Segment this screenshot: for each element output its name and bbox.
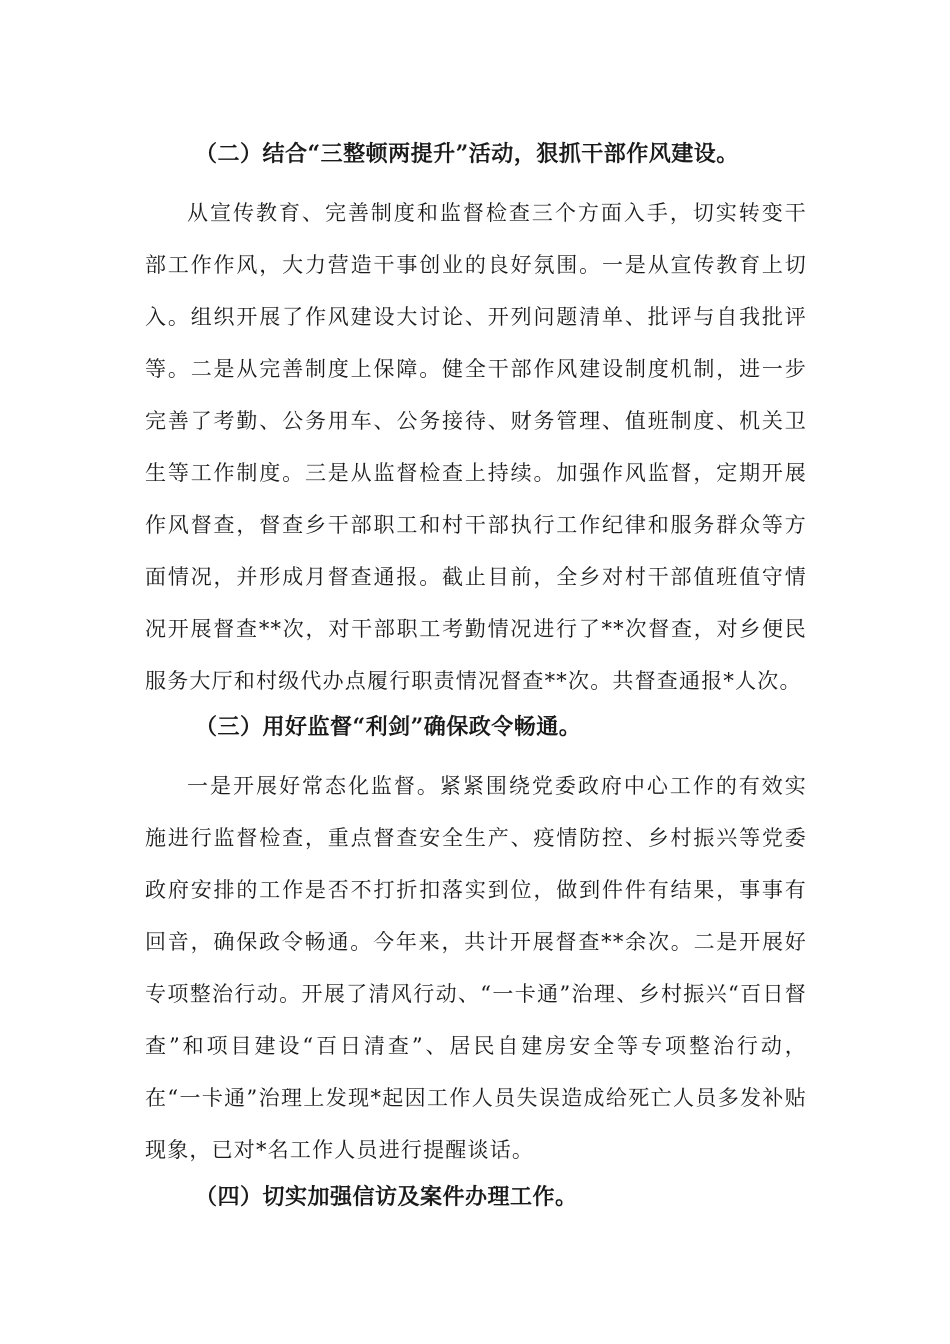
section-heading-4: （四）切实加强信访及案件办理工作。 xyxy=(195,1184,578,1210)
section-heading-2: （二）结合“三整顿两提升”活动，狠抓干部作风建设。 xyxy=(195,141,739,167)
section-heading-3: （三）用好监督“利剑”确保政令畅通。 xyxy=(195,714,582,740)
section-paragraph-2: 从宣传教育、完善制度和监督检查三个方面入手，切实转变干部工作作风，大力营造干事创业的良好氛围。一是从宣传教育上切入。组织开展了作风建设大讨论、开列问题清单、批评与自我批评等。二是从完善制度上保障。健全干部作风建设制度机制，进一步完善了考勤、公务用车、公务接待、财务管理、值班制度、机关卫生等工作制度。三是从监督检查上持续。加强作风监督，定期开展作风督查，督查乡干部职工和村干部执行工作纪律和服务群众等方面情况，并形成月督查通报。截止目前，全乡对村干部值班值守情况开展督查**次，对干部职工考勤情况进行了**次督查，对乡便民服务大厅和村级代办点履行职责情况督查**次。共督查通报*人次。 xyxy=(145,201,807,693)
section-paragraph-3: 一是开展好常态化监督。紧紧围绕党委政府中心工作的有效实施进行监督检查，重点督查安全生产、疫情防控、乡村振兴等党委政府安排的工作是否不打折扣落实到位，做到件件有结果，事事有回音，确保政令畅通。今年来，共计开展督查**余次。二是开展好专项整治行动。开展了清风行动、“一卡通”治理、乡村振兴“百日督查”和项目建设“百日清查”、居民自建房安全等专项整治行动，在“一卡通”治理上发现*起因工作人员失误造成给死亡人员多发补贴现象，已对*名工作人员进行提醒谈话。 xyxy=(145,774,807,1162)
